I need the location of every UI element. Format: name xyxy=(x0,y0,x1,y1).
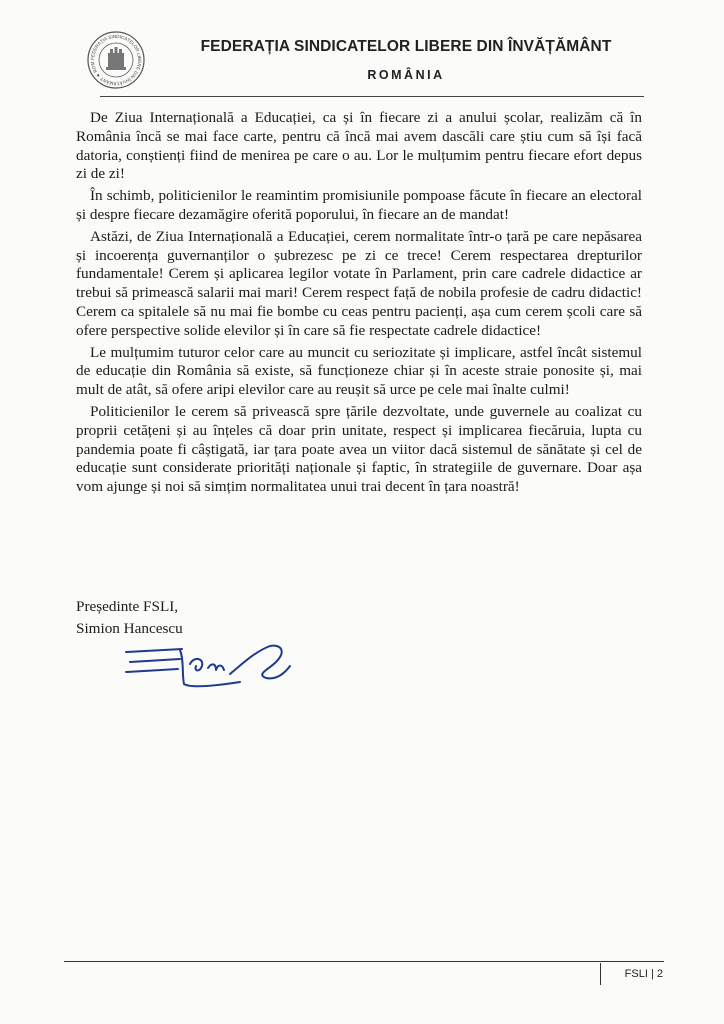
page-number: FSLI | 2 xyxy=(600,963,663,985)
paragraph: Le mulțumim tuturor celor care au muncit cu seriozitate și implicare, astfel încât sistemul de educație din România să existe, să funcționeze chiar și în aceste straie ponosite și, mai mult de atât, să ofere aripi elevilor care au reușit să urce pe cele mai înalte culmi! xyxy=(76,343,642,399)
signer-name: Simion Hancescu xyxy=(76,620,183,637)
country-subtitle: ROMÂNIA xyxy=(367,68,445,82)
handwritten-signature-icon xyxy=(120,636,300,696)
header-divider xyxy=(100,96,644,97)
organization-title: FEDERAȚIA SINDICATELOR LIBERE DIN ÎNVĂȚĂMÂNT xyxy=(200,38,612,55)
signoff-block xyxy=(76,596,183,640)
fsli-seal-icon xyxy=(86,30,146,90)
paragraph: Astăzi, de Ziua Internațională a Educației, cerem normalitate într-o țară pe care nepăsarea și incoerența guvernanților o șubrezesc pe zi ce trece! Cerem respectarea drepturilor fundamentale! Cerem și aplicarea legilor votate în Parlament, prin care cadrele didactice ar trebui să primească salarii mai mari! Cerem respect față de nobila profesie de cadru didactic! Cerem ca spitalele să nu mai fie bombe cu ceas pentru pacienți, așa cum cerem școli care să ofere perspective solide elevilor și în care să fie respectate cadrele didactice! xyxy=(76,227,642,339)
paragraph: În schimb, politicienilor le reamintim promisiunile pompoase făcute în fiecare an electoral și despre fiecare dezamăgire oferită poporului, în fiecare an de mandat! xyxy=(76,187,642,223)
seal-ring-text: FEDERAȚIA SINDICATELOR LIBERE DIN ÎNVĂȚĂMÂNT ★ ROM xyxy=(89,33,143,87)
footer-divider xyxy=(64,961,664,962)
signer-title: Președinte FSLI, xyxy=(76,598,179,615)
paragraph: Politicienilor le cerem să privească spre țările dezvoltate, unde guvernele au coalizat cu proprii cetățeni și au înțeles că doar prin unitate, respect și implicarea fiecăruia, lupta cu pandemia poate fi câștigată, iar țara poate avea un viitor dacă sistemul de sănătate și cel de educație sunt considerate priorități naționale și faptic, în strategiile de guvernare. Doar așa vom ajunge și noi să simțim normalitatea unui trai decent în țara noastră! xyxy=(76,402,642,496)
paragraph: De Ziua Internațională a Educației, ca și în fiecare zi a anului școlar, realizăm că în România încă se mai face carte, pentru că încă mai avem dascăli care știu cum să își facă datoria, conștienți fiind de menirea pe care o au. Lor le mulțumim pentru fiecare efort depus zi de zi! xyxy=(76,109,642,183)
letter-body xyxy=(76,109,642,500)
